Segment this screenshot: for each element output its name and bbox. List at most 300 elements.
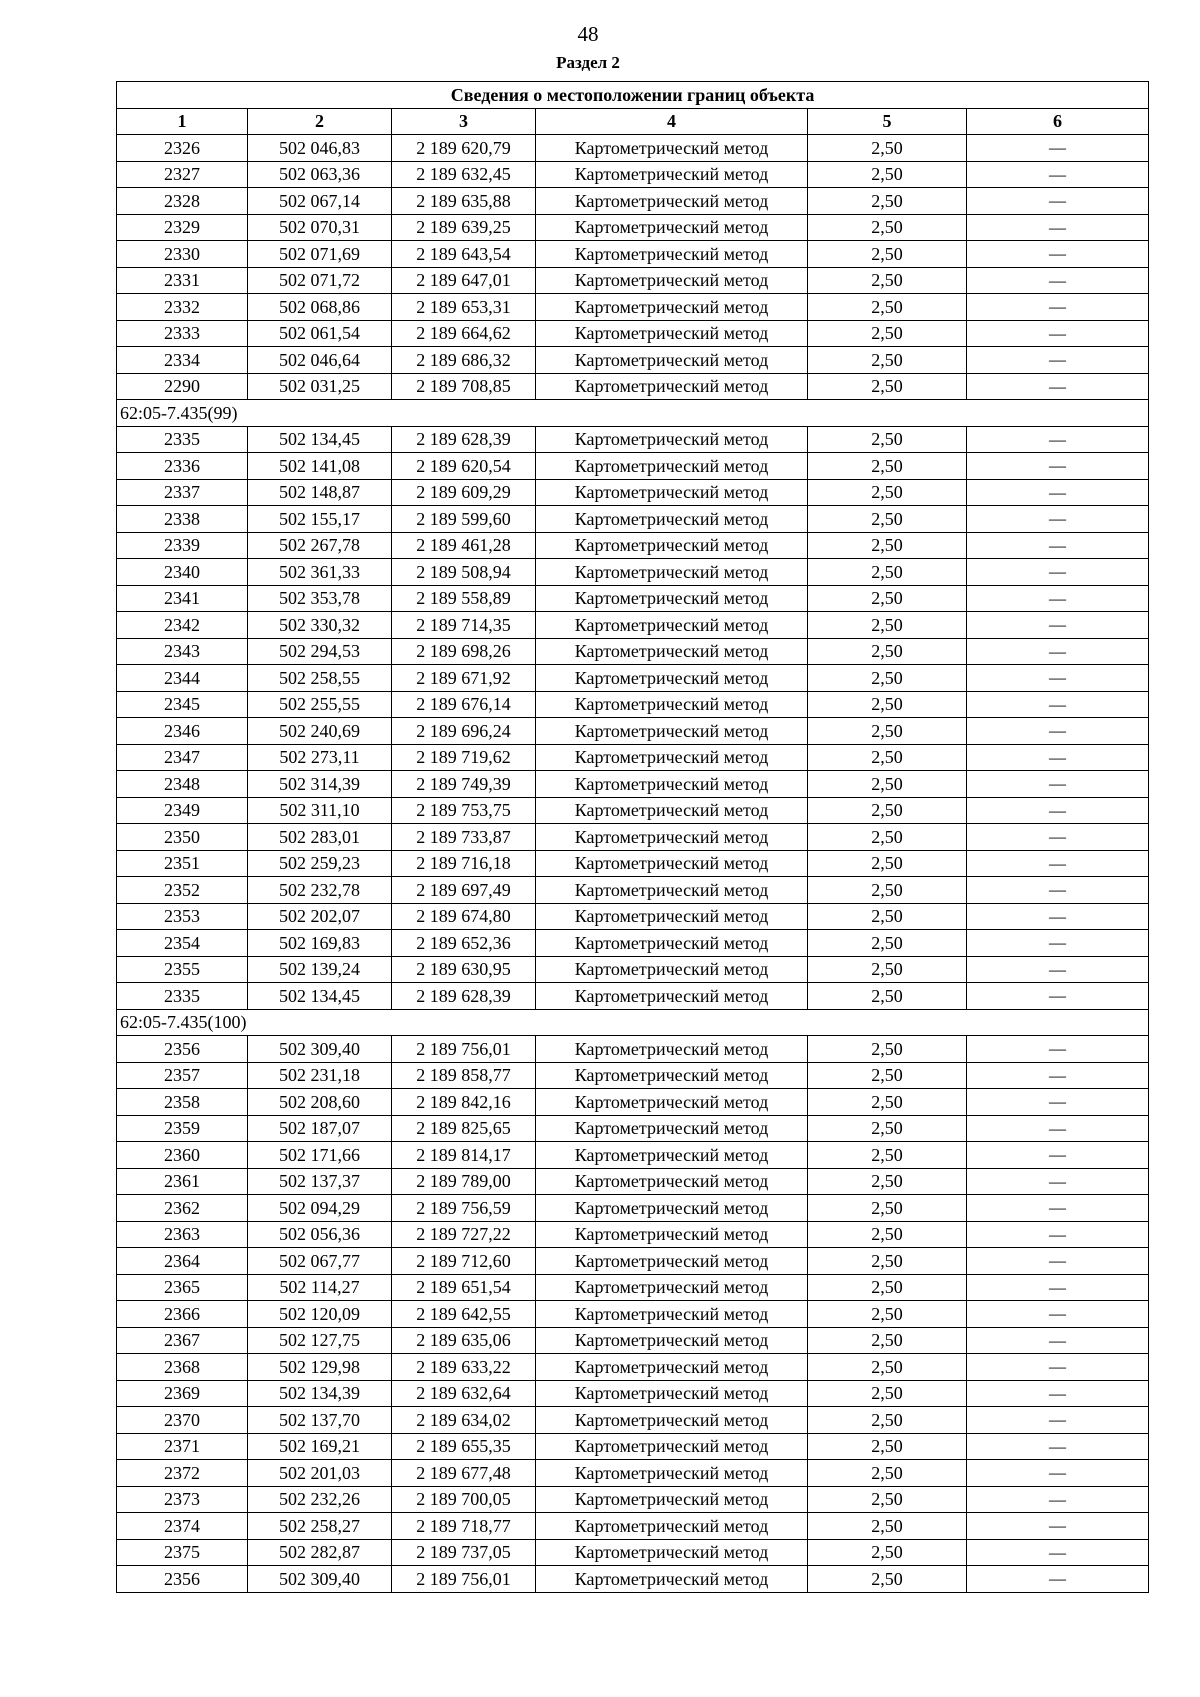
y-coordinate-cell: 2 189 749,39 [392,771,536,798]
method-cell: Картометрический метод [536,214,808,241]
method-cell: Картометрический метод [536,612,808,639]
remark-cell: — [967,718,1149,745]
x-coordinate-cell: 502 258,27 [248,1513,392,1540]
table-caption: Сведения о местоположении границ объекта [117,82,1149,109]
table-row [117,188,1149,215]
accuracy-cell: 2,50 [808,665,967,692]
point-number-cell: 2349 [117,797,248,824]
table-row [117,532,1149,559]
table-row [117,665,1149,692]
method-cell: Картометрический метод [536,241,808,268]
remark-cell: — [967,744,1149,771]
x-coordinate-cell: 502 187,07 [248,1115,392,1142]
method-cell: Картометрический метод [536,1433,808,1460]
method-cell: Картометрический метод [536,1089,808,1116]
y-coordinate-cell: 2 189 789,00 [392,1168,536,1195]
method-cell: Картометрический метод [536,506,808,533]
method-cell: Картометрический метод [536,718,808,745]
accuracy-cell: 2,50 [808,532,967,559]
accuracy-cell: 2,50 [808,744,967,771]
method-cell: Картометрический метод [536,559,808,586]
accuracy-cell: 2,50 [808,930,967,957]
remark-cell: — [967,161,1149,188]
x-coordinate-cell: 502 282,87 [248,1539,392,1566]
accuracy-cell: 2,50 [808,612,967,639]
accuracy-cell: 2,50 [808,718,967,745]
table-row [117,1566,1149,1593]
accuracy-cell: 2,50 [808,903,967,930]
accuracy-cell: 2,50 [808,506,967,533]
accuracy-cell: 2,50 [808,983,967,1010]
remark-cell: — [967,320,1149,347]
table-row [117,347,1149,374]
x-coordinate-cell: 502 232,26 [248,1486,392,1513]
point-number-cell: 2343 [117,638,248,665]
method-cell: Картометрический метод [536,585,808,612]
table-row [117,161,1149,188]
y-coordinate-cell: 2 189 632,45 [392,161,536,188]
x-coordinate-cell: 502 031,25 [248,373,392,400]
remark-cell: — [967,1168,1149,1195]
point-number-cell: 2330 [117,241,248,268]
accuracy-cell: 2,50 [808,479,967,506]
remark-cell: — [967,1301,1149,1328]
y-coordinate-cell: 2 189 842,16 [392,1089,536,1116]
accuracy-cell: 2,50 [808,320,967,347]
method-cell: Картометрический метод [536,294,808,321]
table-row [117,744,1149,771]
table-row [117,797,1149,824]
accuracy-cell: 2,50 [808,771,967,798]
column-header: 5 [808,108,967,135]
table-row [117,1433,1149,1460]
table-row [117,294,1149,321]
method-cell: Картометрический метод [536,744,808,771]
y-coordinate-cell: 2 189 599,60 [392,506,536,533]
y-coordinate-cell: 2 189 737,05 [392,1539,536,1566]
table-row [117,135,1149,162]
x-coordinate-cell: 502 139,24 [248,956,392,983]
x-coordinate-cell: 502 046,64 [248,347,392,374]
x-coordinate-cell: 502 283,01 [248,824,392,851]
table-row [117,1248,1149,1275]
method-cell: Картометрический метод [536,771,808,798]
point-number-cell: 2341 [117,585,248,612]
y-coordinate-cell: 2 189 676,14 [392,691,536,718]
y-coordinate-cell: 2 189 858,77 [392,1062,536,1089]
column-header: 3 [392,108,536,135]
x-coordinate-cell: 502 068,86 [248,294,392,321]
remark-cell: — [967,903,1149,930]
x-coordinate-cell: 502 171,66 [248,1142,392,1169]
remark-cell: — [967,983,1149,1010]
remark-cell: — [967,241,1149,268]
x-coordinate-cell: 502 056,36 [248,1221,392,1248]
accuracy-cell: 2,50 [808,1142,967,1169]
method-cell: Картометрический метод [536,161,808,188]
point-number-cell: 2344 [117,665,248,692]
y-coordinate-cell: 2 189 643,54 [392,241,536,268]
remark-cell: — [967,850,1149,877]
table-row [117,1354,1149,1381]
point-number-cell: 2373 [117,1486,248,1513]
x-coordinate-cell: 502 071,69 [248,241,392,268]
accuracy-cell: 2,50 [808,135,967,162]
point-number-cell: 2356 [117,1566,248,1593]
column-header: 1 [117,108,248,135]
accuracy-cell: 2,50 [808,691,967,718]
point-number-cell: 2338 [117,506,248,533]
remark-cell: — [967,347,1149,374]
point-number-cell: 2348 [117,771,248,798]
method-cell: Картометрический метод [536,1513,808,1540]
remark-cell: — [967,771,1149,798]
y-coordinate-cell: 2 189 696,24 [392,718,536,745]
x-coordinate-cell: 502 120,09 [248,1301,392,1328]
point-number-cell: 2342 [117,612,248,639]
point-number-cell: 2329 [117,214,248,241]
method-cell: Картометрический метод [536,1274,808,1301]
accuracy-cell: 2,50 [808,1539,967,1566]
accuracy-cell: 2,50 [808,1433,967,1460]
table-row [117,850,1149,877]
remark-cell: — [967,1354,1149,1381]
table-row [117,479,1149,506]
y-coordinate-cell: 2 189 633,22 [392,1354,536,1381]
remark-cell: — [967,638,1149,665]
x-coordinate-cell: 502 273,11 [248,744,392,771]
accuracy-cell: 2,50 [808,824,967,851]
point-number-cell: 2358 [117,1089,248,1116]
y-coordinate-cell: 2 189 630,95 [392,956,536,983]
y-coordinate-cell: 2 189 727,22 [392,1221,536,1248]
remark-cell: — [967,956,1149,983]
point-number-cell: 2359 [117,1115,248,1142]
y-coordinate-cell: 2 189 719,62 [392,744,536,771]
remark-cell: — [967,612,1149,639]
y-coordinate-cell: 2 189 635,88 [392,188,536,215]
point-number-cell: 2347 [117,744,248,771]
remark-cell: — [967,1407,1149,1434]
remark-cell: — [967,930,1149,957]
accuracy-cell: 2,50 [808,1248,967,1275]
x-coordinate-cell: 502 169,21 [248,1433,392,1460]
y-coordinate-cell: 2 189 753,75 [392,797,536,824]
x-coordinate-cell: 502 061,54 [248,320,392,347]
table-row [117,1168,1149,1195]
accuracy-cell: 2,50 [808,1221,967,1248]
table-row [117,1036,1149,1063]
y-coordinate-cell: 2 189 635,06 [392,1327,536,1354]
table-row [117,1142,1149,1169]
x-coordinate-cell: 502 137,37 [248,1168,392,1195]
remark-cell: — [967,506,1149,533]
point-number-cell: 2363 [117,1221,248,1248]
point-number-cell: 2369 [117,1380,248,1407]
x-coordinate-cell: 502 240,69 [248,718,392,745]
point-number-cell: 2354 [117,930,248,957]
table-row [117,930,1149,957]
accuracy-cell: 2,50 [808,1566,967,1593]
x-coordinate-cell: 502 208,60 [248,1089,392,1116]
x-coordinate-cell: 502 094,29 [248,1195,392,1222]
accuracy-cell: 2,50 [808,638,967,665]
accuracy-cell: 2,50 [808,294,967,321]
x-coordinate-cell: 502 309,40 [248,1036,392,1063]
y-coordinate-cell: 2 189 756,59 [392,1195,536,1222]
method-cell: Картометрический метод [536,479,808,506]
point-number-cell: 2355 [117,956,248,983]
method-cell: Картометрический метод [536,1168,808,1195]
method-cell: Картометрический метод [536,1566,808,1593]
method-cell: Картометрический метод [536,1142,808,1169]
y-coordinate-cell: 2 189 620,79 [392,135,536,162]
x-coordinate-cell: 502 141,08 [248,453,392,480]
method-cell: Картометрический метод [536,453,808,480]
accuracy-cell: 2,50 [808,267,967,294]
accuracy-cell: 2,50 [808,214,967,241]
table-row [117,1327,1149,1354]
x-coordinate-cell: 502 202,07 [248,903,392,930]
point-number-cell: 2372 [117,1460,248,1487]
remark-cell: — [967,1036,1149,1063]
table-row [117,426,1149,453]
method-cell: Картометрический метод [536,1221,808,1248]
remark-cell: — [967,1327,1149,1354]
point-number-cell: 2353 [117,903,248,930]
method-cell: Картометрический метод [536,1327,808,1354]
remark-cell: — [967,1460,1149,1487]
table-row [117,1274,1149,1301]
x-coordinate-cell: 502 134,45 [248,983,392,1010]
x-coordinate-cell: 502 134,45 [248,426,392,453]
table-row [117,1380,1149,1407]
x-coordinate-cell: 502 255,55 [248,691,392,718]
x-coordinate-cell: 502 137,70 [248,1407,392,1434]
page-number: 48 [577,22,599,46]
remark-cell: — [967,1195,1149,1222]
point-number-cell: 2337 [117,479,248,506]
group-row [117,1009,1149,1036]
accuracy-cell: 2,50 [808,797,967,824]
method-cell: Картометрический метод [536,665,808,692]
y-coordinate-cell: 2 189 652,36 [392,930,536,957]
column-header: 4 [536,108,808,135]
accuracy-cell: 2,50 [808,1115,967,1142]
method-cell: Картометрический метод [536,797,808,824]
method-cell: Картометрический метод [536,1539,808,1566]
column-header: 6 [967,108,1149,135]
method-cell: Картометрический метод [536,1407,808,1434]
x-coordinate-cell: 502 231,18 [248,1062,392,1089]
point-number-cell: 2346 [117,718,248,745]
point-number-cell: 2352 [117,877,248,904]
point-number-cell: 2351 [117,850,248,877]
x-coordinate-cell: 502 232,78 [248,877,392,904]
table-row [117,320,1149,347]
table-header-row [117,108,1149,135]
y-coordinate-cell: 2 189 620,54 [392,453,536,480]
remark-cell: — [967,532,1149,559]
accuracy-cell: 2,50 [808,1274,967,1301]
y-coordinate-cell: 2 189 716,18 [392,850,536,877]
method-cell: Картометрический метод [536,1062,808,1089]
x-coordinate-cell: 502 258,55 [248,665,392,692]
column-header: 2 [248,108,392,135]
remark-cell: — [967,1062,1149,1089]
accuracy-cell: 2,50 [808,850,967,877]
table-row [117,1062,1149,1089]
method-cell: Картометрический метод [536,1354,808,1381]
remark-cell: — [967,1486,1149,1513]
method-cell: Картометрический метод [536,850,808,877]
accuracy-cell: 2,50 [808,1062,967,1089]
table-row [117,373,1149,400]
point-number-cell: 2356 [117,1036,248,1063]
y-coordinate-cell: 2 189 714,35 [392,612,536,639]
remark-cell: — [967,1433,1149,1460]
accuracy-cell: 2,50 [808,453,967,480]
method-cell: Картометрический метод [536,532,808,559]
y-coordinate-cell: 2 189 655,35 [392,1433,536,1460]
y-coordinate-cell: 2 189 698,26 [392,638,536,665]
x-coordinate-cell: 502 353,78 [248,585,392,612]
accuracy-cell: 2,50 [808,956,967,983]
y-coordinate-cell: 2 189 508,94 [392,559,536,586]
accuracy-cell: 2,50 [808,161,967,188]
y-coordinate-cell: 2 189 708,85 [392,373,536,400]
method-cell: Картометрический метод [536,188,808,215]
x-coordinate-cell: 502 067,77 [248,1248,392,1275]
remark-cell: — [967,188,1149,215]
x-coordinate-cell: 502 201,03 [248,1460,392,1487]
method-cell: Картометрический метод [536,1115,808,1142]
point-number-cell: 2370 [117,1407,248,1434]
table-row [117,983,1149,1010]
remark-cell: — [967,1274,1149,1301]
x-coordinate-cell: 502 067,14 [248,188,392,215]
y-coordinate-cell: 2 189 651,54 [392,1274,536,1301]
accuracy-cell: 2,50 [808,1407,967,1434]
point-number-cell: 2331 [117,267,248,294]
remark-cell: — [967,824,1149,851]
table-row [117,559,1149,586]
accuracy-cell: 2,50 [808,1327,967,1354]
accuracy-cell: 2,50 [808,1354,967,1381]
point-number-cell: 2368 [117,1354,248,1381]
remark-cell: — [967,1380,1149,1407]
method-cell: Картометрический метод [536,983,808,1010]
remark-cell: — [967,1221,1149,1248]
point-number-cell: 2345 [117,691,248,718]
accuracy-cell: 2,50 [808,1301,967,1328]
y-coordinate-cell: 2 189 671,92 [392,665,536,692]
accuracy-cell: 2,50 [808,585,967,612]
y-coordinate-cell: 2 189 461,28 [392,532,536,559]
remark-cell: — [967,1248,1149,1275]
y-coordinate-cell: 2 189 628,39 [392,983,536,1010]
table-row [117,1486,1149,1513]
remark-cell: — [967,691,1149,718]
point-number-cell: 2361 [117,1168,248,1195]
table-row [117,1407,1149,1434]
remark-cell: — [967,1539,1149,1566]
y-coordinate-cell: 2 189 639,25 [392,214,536,241]
y-coordinate-cell: 2 189 674,80 [392,903,536,930]
method-cell: Картометрический метод [536,930,808,957]
y-coordinate-cell: 2 189 628,39 [392,426,536,453]
point-number-cell: 2357 [117,1062,248,1089]
x-coordinate-cell: 502 129,98 [248,1354,392,1381]
y-coordinate-cell: 2 189 712,60 [392,1248,536,1275]
y-coordinate-cell: 2 189 697,49 [392,877,536,904]
x-coordinate-cell: 502 148,87 [248,479,392,506]
y-coordinate-cell: 2 189 634,02 [392,1407,536,1434]
table-row [117,718,1149,745]
y-coordinate-cell: 2 189 756,01 [392,1566,536,1593]
method-cell: Картометрический метод [536,824,808,851]
table-row [117,612,1149,639]
method-cell: Картометрический метод [536,1195,808,1222]
remark-cell: — [967,1566,1149,1593]
table-row [117,453,1149,480]
accuracy-cell: 2,50 [808,559,967,586]
method-cell: Картометрический метод [536,956,808,983]
x-coordinate-cell: 502 309,40 [248,1566,392,1593]
accuracy-cell: 2,50 [808,347,967,374]
method-cell: Картометрический метод [536,135,808,162]
accuracy-cell: 2,50 [808,1089,967,1116]
table-row [117,585,1149,612]
method-cell: Картометрический метод [536,877,808,904]
table-row [117,1460,1149,1487]
point-number-cell: 2335 [117,426,248,453]
point-number-cell: 2333 [117,320,248,347]
x-coordinate-cell: 502 071,72 [248,267,392,294]
y-coordinate-cell: 2 189 686,32 [392,347,536,374]
table-row [117,241,1149,268]
method-cell: Картометрический метод [536,426,808,453]
point-number-cell: 2336 [117,453,248,480]
table-row [117,1115,1149,1142]
point-number-cell: 2326 [117,135,248,162]
accuracy-cell: 2,50 [808,188,967,215]
y-coordinate-cell: 2 189 677,48 [392,1460,536,1487]
x-coordinate-cell: 502 134,39 [248,1380,392,1407]
y-coordinate-cell: 2 189 718,77 [392,1513,536,1540]
remark-cell: — [967,1115,1149,1142]
point-number-cell: 2371 [117,1433,248,1460]
accuracy-cell: 2,50 [808,426,967,453]
table-row [117,691,1149,718]
point-number-cell: 2350 [117,824,248,851]
remark-cell: — [967,453,1149,480]
method-cell: Картометрический метод [536,373,808,400]
point-number-cell: 2365 [117,1274,248,1301]
y-coordinate-cell: 2 189 642,55 [392,1301,536,1328]
table-row [117,877,1149,904]
y-coordinate-cell: 2 189 756,01 [392,1036,536,1063]
table-row [117,1301,1149,1328]
remark-cell: — [967,135,1149,162]
method-cell: Картометрический метод [536,1036,808,1063]
table-row [117,824,1149,851]
accuracy-cell: 2,50 [808,1195,967,1222]
table-row [117,1089,1149,1116]
method-cell: Картометрический метод [536,903,808,930]
accuracy-cell: 2,50 [808,1486,967,1513]
x-coordinate-cell: 502 314,39 [248,771,392,798]
